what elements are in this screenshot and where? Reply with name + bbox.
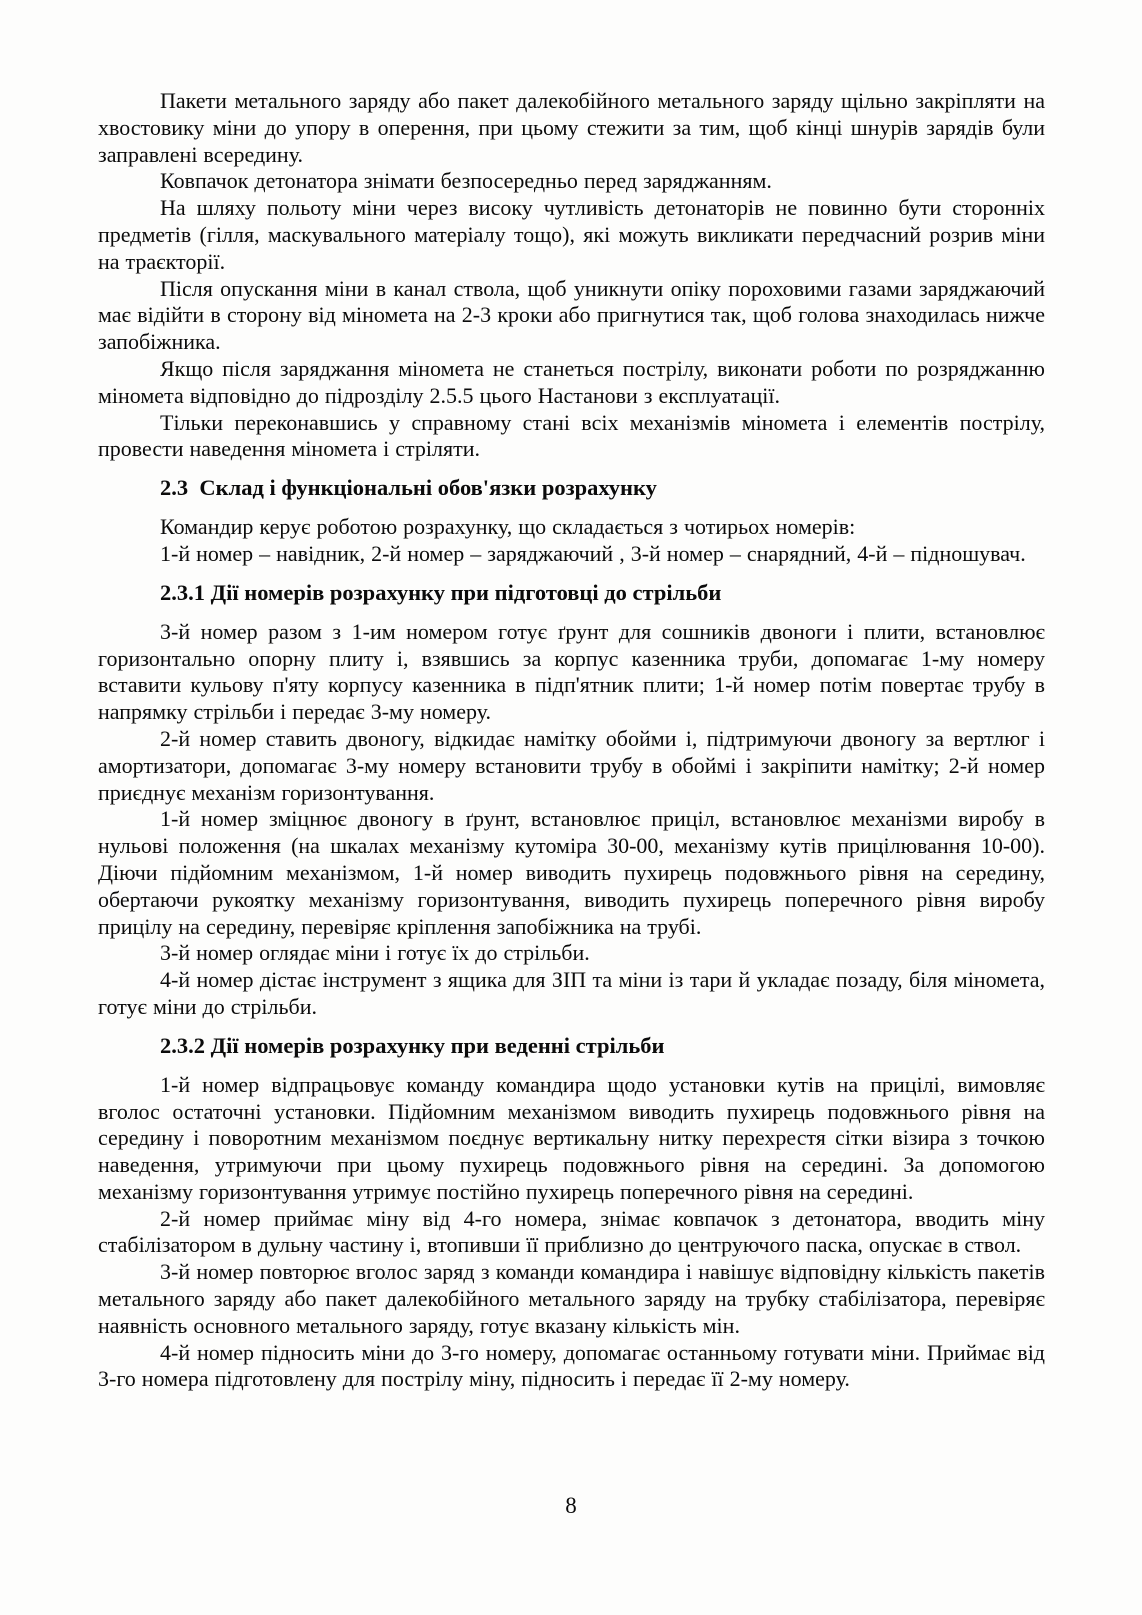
paragraph: Тільки переконавшись у справному стані всіх механізмів міномета і елементів пострілу, провести наведення міномета і стріляти. — [98, 409, 1045, 462]
paragraph: Якщо після заряджання міномета не станеться пострілу, виконати роботи по розряджанню міномета відповідно до підрозділу 2.5.5 цього Настанови з експлуатації. — [98, 355, 1045, 408]
paragraph: 1-й номер відпрацьовує команду командира щодо установки кутів на прицілі, вимовляє вголос остаточні установки. Підйомним механізмом виводить пухирець подовжнього рівня на середину і поворотним механізмом поєднує вертикальну нитку перехрестя сітки візира з точкою наведення, утримуючи при цьому пухирець подовжнього рівня на середині. За допомогою механізму горизонтування утримує постійно пухирець поперечного рівня на середині. — [98, 1071, 1045, 1204]
paragraph: Пакети метального заряду або пакет далекобійного метального заряду щільно закріпляти на хвостовику міни до упору в оперення, при цьому стежити за тим, щоб кінці шнурів зарядів були заправлені всередину. — [98, 88, 1045, 167]
paragraph: 2-й номер ставить двоногу, відкидає намітку обойми і, підтримуючи двоногу за вертлюг і амортизатори, допомагає 3-му номеру встановити трубу в обоймі і закріпити намітку; 2-й номер приєднує механізм горизонтування. — [98, 725, 1045, 805]
paragraph: Після опускання міни в канал ствола, щоб уникнути опіку пороховими газами заряджаючий має відійти в сторону від міномета на 2-3 кроки або пригнутися так, щоб голова знаходилась нижче запобіжника. — [98, 275, 1045, 355]
paragraph: Ковпачок детонатора знімати безпосередньо перед заряджанням. — [160, 168, 772, 194]
paragraph: 3-й номер повторює вголос заряд з команди командира і навішує відповідну кількість пакетів метального заряду або пакет далекобійного метального заряду на трубку стабілізатора, перевіряє наявність основного метального заряду, готує вказану кількість мін. — [98, 1259, 1045, 1338]
section-heading-2-3: 2.3 Склад і функціональні обов'язки розрахунку — [160, 475, 657, 501]
paragraph: 4-й номер дістає інструмент з ящика для ЗІП та міни із тари й укладає позаду, біля міномета, готує міни до стрільби. — [98, 967, 1045, 1019]
paragraph: Командир керує роботою розрахунку, що складається з чотирьох номерів: — [160, 514, 856, 540]
paragraph: 1-й номер – навідник, 2-й номер – заряджаючий , 3-й номер – снарядний, 4-й – підношувач. — [160, 540, 1026, 566]
section-heading-2-3-2: 2.3.2 Дії номерів розрахунку при веденні стрільби — [160, 1032, 665, 1058]
paragraph: 4-й номер підносить міни до 3-го номеру, допомагає останньому готувати міни. Приймає від 3-го номера підготовлену для пострілу міну, підносить і передає її 2-му номеру. — [98, 1339, 1045, 1392]
paragraph: 3-й номер разом з 1-им номером готує ґрунт для сошників двоноги і плити, встановлює горизонтально опорну плиту і, взявшись за корпус казенника труби, допомагає 1-му номеру вставити кульову п'яту корпусу казенника в підп'ятник плити; 1-й номер потім повертає трубу в напрямку стрільби і передає 3-му номеру. — [98, 618, 1045, 725]
paragraph: 1-й номер зміцнює двоногу в ґрунт, встановлює приціл, встановлює механізми виробу в нульові положення (на шкалах механізму кутоміра 30-00, механізму кутів прицілювання 10-00). Діючи підйомним механізмом, 1-й номер виводить пухирець подовжнього рівня на середину, обертаючи рукоятку механізму горизонтування, виводить пухирець поперечного рівня виробу прицілу на середину, перевіряє кріплення запобіжника на трубі. — [98, 806, 1045, 939]
page-content — [98, 88, 1045, 1393]
section-heading-2-3-1: 2.3.1 Дії номерів розрахунку при підготовці до стрільби — [160, 579, 722, 605]
paragraph: 2-й номер приймає міну від 4-го номера, знімає ковпачок з детонатора, вводить міну стабілізатором в дульну частину і, втопивши її приблизно до центруючого паска, опускає в ствол. — [98, 1205, 1045, 1258]
paragraph: 3-й номер оглядає міни і готує їх до стрільби. — [160, 940, 590, 966]
page-number: 8 — [565, 1493, 577, 1518]
paragraph: На шляху польоту міни через високу чутливість детонаторів не повинно бути сторонніх предметів (гілля, маскувального матеріалу тощо), які можуть викликати передчасний розрив міни на траєкторії. — [98, 195, 1045, 274]
